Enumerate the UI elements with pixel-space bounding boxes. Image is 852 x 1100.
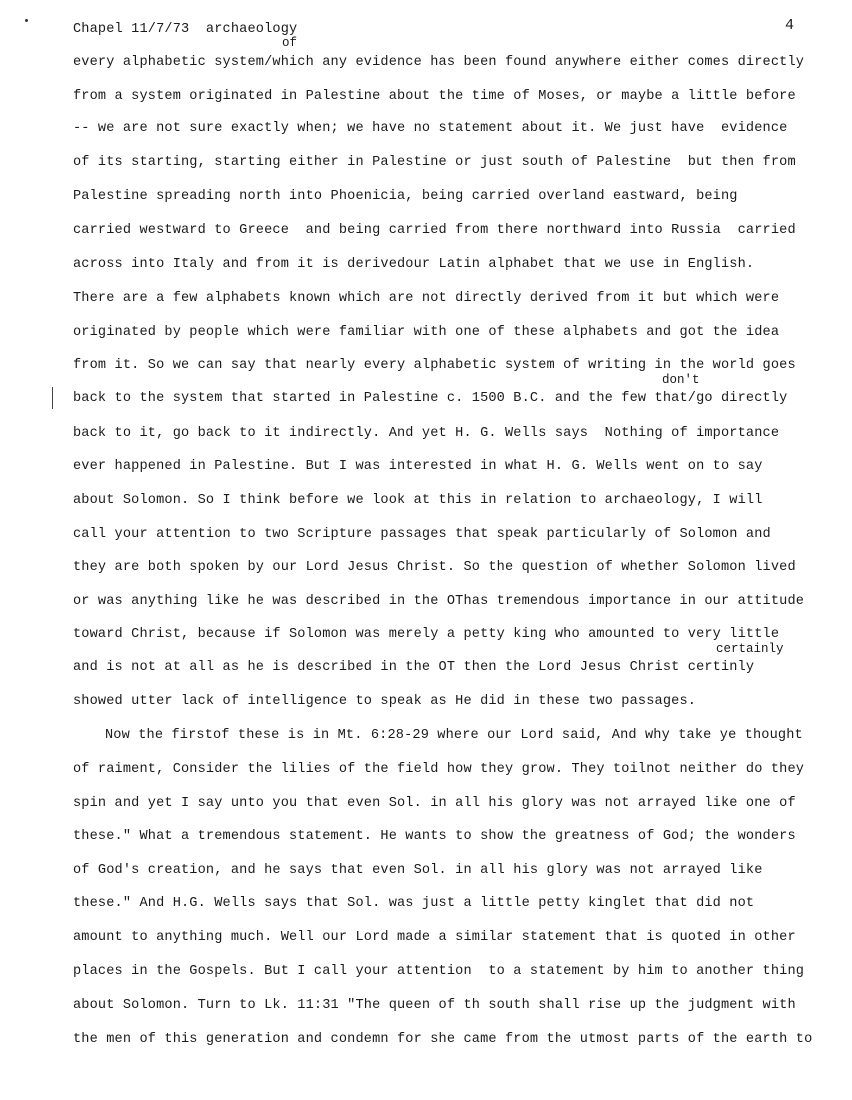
text-line: these." And H.G. Wells says that Sol. was just a little petty kinglet that did not [73, 896, 755, 911]
text-line: the men of this generation and condemn for she came from the utmost parts of the earth to [73, 1032, 813, 1047]
text-line: call your attention to two Scripture passages that speak particularly of Solomon and [73, 527, 771, 542]
text-line: -- we are not sure exactly when; we have no statement about it. We just have evidence [73, 121, 788, 136]
interlinear-insert-of: of [282, 36, 298, 50]
text-line: of its starting, starting either in Palestine or just south of Palestine but then from [73, 155, 796, 170]
text-line: of raiment, Consider the lilies of the field how they grow. They toilnot neither do they [73, 762, 805, 777]
text-line: back to it, go back to it indirectly. And yet H. G. Wells says Nothing of importance [73, 426, 780, 441]
page-number: 4 [785, 17, 795, 34]
page-header: Chapel 11/7/73 archaeology [73, 22, 298, 37]
text-line: ever happened in Palestine. But I was interested in what H. G. Wells went on to say [73, 459, 763, 474]
text-line: every alphabetic system/which any evidence has been found anywhere either comes directly [73, 55, 805, 70]
interlinear-insert-dont: don't [662, 373, 700, 387]
text-line: from a system originated in Palestine about the time of Moses, or maybe a little before [73, 89, 796, 104]
text-line: originated by people which were familiar with one of these alphabets and got the idea [73, 325, 780, 340]
text-line: these." What a tremendous statement. He wants to show the greatness of God; the wonders [73, 829, 796, 844]
text-line: showed utter lack of intelligence to speak as He did in these two passages. [73, 694, 697, 709]
text-line: carried westward to Greece and being carried from there northward into Russia carried [73, 223, 796, 238]
margin-mark [52, 387, 53, 409]
text-line: about Solomon. Turn to Lk. 11:31 "The queen of th south shall rise up the judgment with [73, 998, 796, 1013]
text-line: There are a few alphabets known which are not directly derived from it but which were [73, 291, 780, 306]
text-line: amount to anything much. Well our Lord made a similar statement that is quoted in other [73, 930, 796, 945]
text-line: Palestine spreading north into Phoenicia, being carried overland eastward, being [73, 189, 738, 204]
text-line: they are both spoken by our Lord Jesus Christ. So the question of whether Solomon lived [73, 560, 796, 575]
text-line: places in the Gospels. But I call your attention to a statement by him to another thing [73, 964, 805, 979]
interlinear-insert-certainly: certainly [716, 642, 784, 656]
text-line: and is not at all as he is described in the OT then the Lord Jesus Christ certinly [73, 660, 755, 675]
margin-speck [25, 19, 28, 22]
text-line: across into Italy and from it is derivedour Latin alphabet that we use in English. [73, 257, 755, 272]
text-line: Now the firstof these is in Mt. 6:28-29 where our Lord said, And why take ye thought [105, 728, 803, 743]
text-line: from it. So we can say that nearly every alphabetic system of writing in the world goes [73, 358, 796, 373]
text-line: of God's creation, and he says that even Sol. in all his glory was not arrayed like [73, 863, 763, 878]
text-line: back to the system that started in Palestine c. 1500 B.C. and the few that/go directly [73, 391, 788, 406]
text-line: or was anything like he was described in the OThas tremendous importance in our attitude [73, 594, 805, 609]
text-line: toward Christ, because if Solomon was merely a petty king who amounted to very little [73, 627, 780, 642]
text-line: spin and yet I say unto you that even Sol. in all his glory was not arrayed like one of [73, 796, 796, 811]
text-line: about Solomon. So I think before we look at this in relation to archaeology, I will [73, 493, 763, 508]
